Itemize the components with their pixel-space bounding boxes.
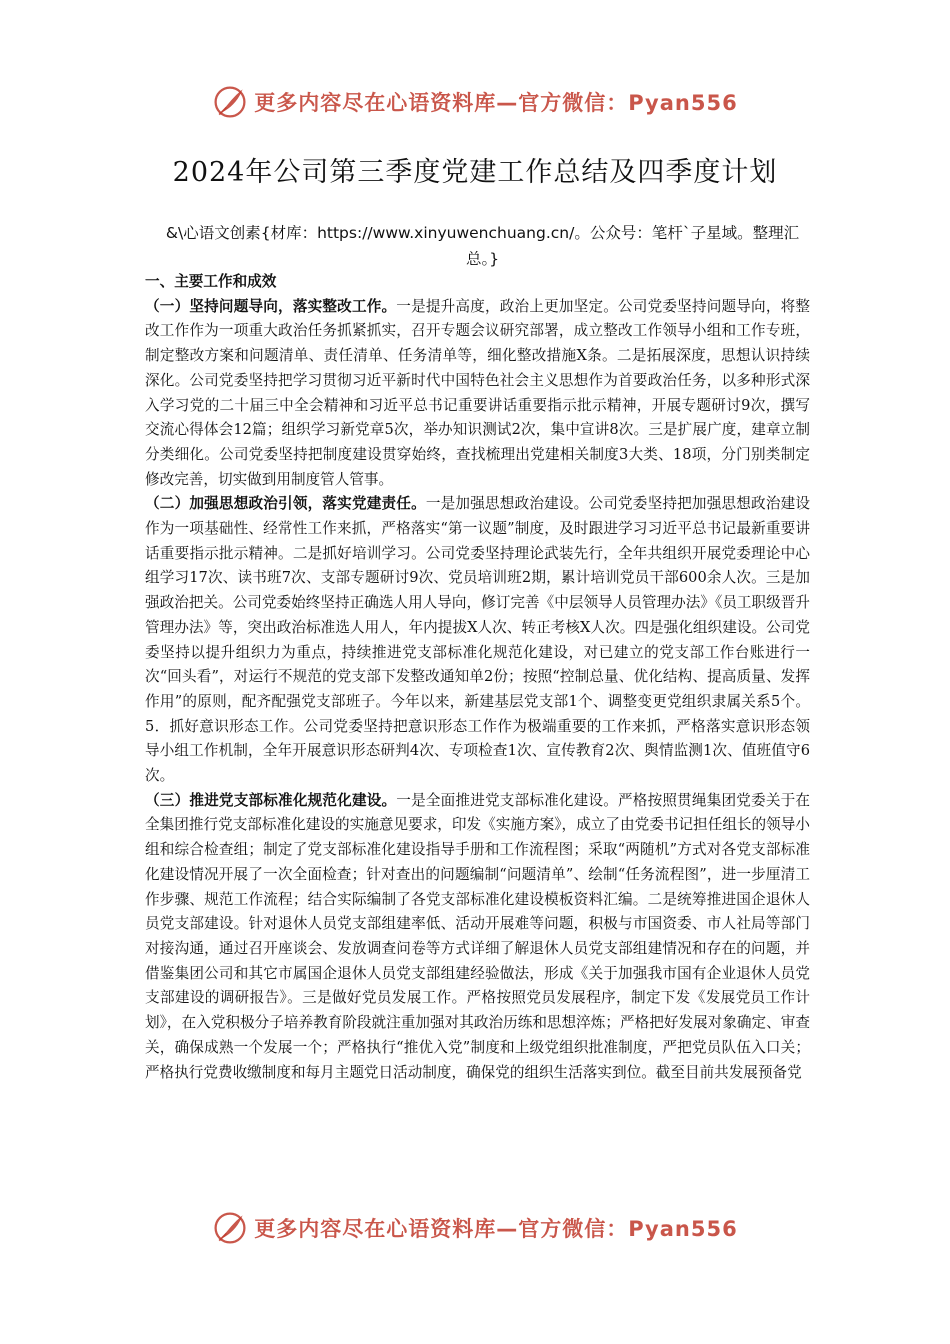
source-note: &\心语文创素{材库：https://www.xinyuwenchuang.cn/。公众号：笔杆`子星域。整理汇总。} xyxy=(165,224,800,268)
document-title: 2024年公司第三季度党建工作总结及四季度计划 xyxy=(172,157,778,188)
banner-text: 更多内容尽在心语资料库—官方微信：Pyan556 xyxy=(254,1217,738,1241)
section-heading-1: 一、主要工作和成效 xyxy=(145,273,277,290)
feather-logo-icon xyxy=(212,1210,248,1246)
header-watermark-banner xyxy=(0,80,950,124)
document-body xyxy=(145,270,810,1085)
paragraph-text: 一是全面推进党支部标准化建设。严格按照贯绳集团党委关于在全集团推行党支部标准化建设的实施意见要求，印发《实施方案》，成立了由党委书记担任组长的领导小组和综合检查组；制定了党支部标准化建设指导手册和工作流程图；采取“两随机”方式对各党支部标准化建设情况开展了一次全面检查；针对查出的问题编制“问题清单”、绘制“任务流程图”，进一步厘清工作步骤、规范工作流程；结合实际编制了各党支部标准化建设模板资料汇编。二是统筹推进国企退休人员党支部建设。针对退休人员党支部组建率低、活动开展难等问题，积极与市国资委、市人社局等部门对接沟通，通过召开座谈会、发放调查问卷等方式详细了解退休人员党支部组建情况和存在的问题，并借鉴集团公司和其它市属国企退休人员党支部组建经验做法，形成《关于加强我市国有企业退休人员党支部建设的调研报告》。三是做好党员发展工作。严格按照党员发展程序，制定下发《发展党员工作计划》，在入党积极分子培养教育阶段就注重加强对其政治历练和思想淬炼；严格把好发展对象确定、审查关，确保成熟一个发展一个；严格执行“推优入党”制度和上级党组织批准制度，严把党员队伍入口关；严格执行党费收缴制度和每月主题党日活动制度，确保党的组织生活落实到位。截至目前共发展预备党 xyxy=(145,791,810,1081)
paragraph-text: 一是加强思想政治建设。公司党委坚持把加强思想政治建设作为一项基础性、经常性工作来抓，严格落实“第一议题”制度，及时跟进学习习近平总书记最新重要讲话重要指示批示精神。二是抓好培训学习。公司党委坚持理论武装先行，全年共组织开展党委理论中心组学习17次、读书班7次、支部专题研讨9次、党员培训班2期，累计培训党员干部600余人次。三是加强政治把关。公司党委始终坚持正确选人用人导向，修订完善《中层领导人员管理办法》《员工职级晋升管理办法》等，突出政治标准选人用人，年内提拔X人次、转正考核X人次。四是强化组织建设。公司党委坚持以提升组织力为重点，持续推进党支部标准化规范化建设，对已建立的党支部工作台账进行一次“回头看”，对运行不规范的党支部下发整改通知单2份；按照“控制总量、优化结构、提高质量、发挥作用”的原则，配齐配强党支部班子。今年以来，新建基层党支部1个、调整变更党组织隶属关系5个。5．抓好意识形态工作。公司党委坚持把意识形态工作作为极端重要的工作来抓，严格落实意识形态领导小组工作机制，全年开展意识形态研判4次、专项检查1次、宣传教育2次、舆情监测1次、值班值守6次。 xyxy=(145,495,810,785)
paragraph-lead: （二）加强思想政治引领，落实党建责任。 xyxy=(145,495,426,513)
banner-text: 更多内容尽在心语资料库—官方微信：Pyan556 xyxy=(254,91,738,115)
paragraph-1 xyxy=(145,295,810,493)
paragraph-text: 一是提升高度，政治上更加坚定。公司党委坚持问题导向，将整改工作作为一项重大政治任务抓紧抓实，召开专题会议研究部署，成立整改工作领导小组和工作专班，制定整改方案和问题清单、责任清单、任务清单等，细化整改措施X条。二是拓展深度，思想认识持续深化。公司党委坚持把学习贯彻习近平新时代中国特色社会主义思想作为首要政治任务，以多种形式深入学习党的二十届三中全会精神和习近平总书记重要讲话重要指示批示精神，开展专题研讨9次，撰写交流心得体会12篇；组织学习新党章5次，举办知识测试2次，集中宣讲8次。三是扩展广度，建章立制分类细化。公司党委坚持把制度建设贯穿始终，查找梳理出党建相关制度3大类、18项，分门别类制定修改完善，切实做到用制度管人管事。 xyxy=(145,297,810,488)
feather-logo-icon xyxy=(212,84,248,120)
footer-watermark-banner xyxy=(0,1206,950,1250)
paragraph-lead: （一）坚持问题导向，落实整改工作。 xyxy=(145,297,397,315)
paragraph-lead: （三）推进党支部标准化规范化建设。 xyxy=(145,791,397,809)
paragraph-3 xyxy=(145,789,810,1085)
paragraph-2 xyxy=(145,492,810,788)
